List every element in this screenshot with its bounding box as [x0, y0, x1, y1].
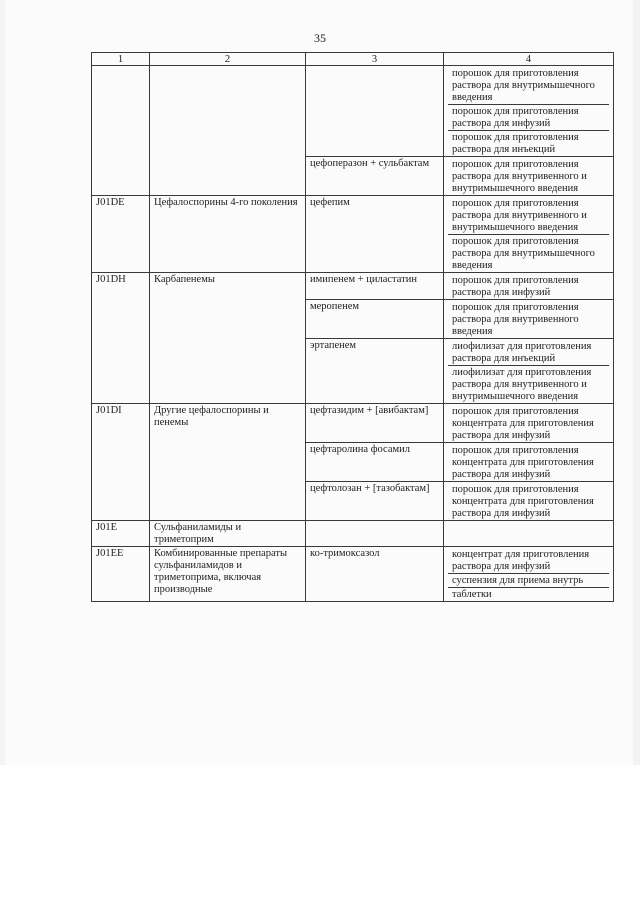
dosage-forms-cell	[444, 196, 614, 273]
dosage-form: лиофилизат для приготовления раствора для внутривенного и внутримышечного введения	[448, 365, 609, 403]
dosage-form: порошок для приготовления раствора для внутривенного и внутримышечного введения	[452, 159, 587, 194]
dosage-forms-cell	[444, 547, 614, 602]
group-name-cell	[150, 66, 306, 196]
dosage-forms-cell	[444, 482, 614, 521]
atc-code-cell	[92, 66, 150, 196]
dosage-form: порошок для приготовления раствора для внутримышечного введения	[448, 234, 609, 272]
dosage-form: порошок для приготовления раствора для внутривенного и внутримышечного введения	[452, 198, 587, 233]
table-row	[92, 547, 614, 602]
drug-name-cell: имипенем + циластатин	[306, 273, 444, 300]
drug-name-cell: цефоперазон + сульбактам	[306, 157, 444, 196]
drug-name-cell: цефепим	[306, 196, 444, 273]
drug-name-cell: цефтаролина фосамил	[306, 443, 444, 482]
dosage-forms-cell	[444, 443, 614, 482]
header-cell: 3	[306, 53, 444, 66]
page-number: 35	[314, 31, 326, 45]
dosage-forms-cell	[444, 273, 614, 300]
dosage-form: суспензия для приема внутрь	[448, 573, 609, 587]
group-name-cell: Комбинированные препараты сульфаниламидов и триметоприма, включая производные	[150, 547, 306, 602]
atc-code-cell: J01E	[92, 521, 150, 547]
dosage-forms-cell	[444, 66, 614, 157]
dosage-form: концентрат для приготовления раствора для инфузий	[452, 549, 590, 572]
atc-code-cell: J01DH	[92, 273, 150, 404]
header-cell: 4	[444, 53, 614, 66]
dosage-form: порошок для приготовления раствора для внутривенного введения	[452, 302, 579, 337]
dosage-form: таблетки	[448, 587, 609, 601]
atc-code-cell: J01EE	[92, 547, 150, 602]
atc-code-cell: J01DE	[92, 196, 150, 273]
dosage-form: порошок для приготовления концентрата для приготовления раствора для инфузий	[452, 445, 594, 480]
drug-name-cell: цефтазидим + [авибактам]	[306, 404, 444, 443]
dosage-forms-cell	[444, 300, 614, 339]
dosage-forms-cell	[444, 157, 614, 196]
table-row	[92, 66, 614, 157]
table-row	[92, 521, 614, 547]
dosage-form: порошок для приготовления концентрата для приготовления раствора для инфузий	[452, 406, 594, 441]
dosage-forms-cell	[444, 521, 614, 547]
dosage-form	[448, 522, 609, 535]
table-row	[92, 404, 614, 443]
dosage-form: порошок для приготовления раствора для инфузий	[448, 104, 609, 130]
table-row	[92, 273, 614, 300]
group-name-cell: Цефалоспорины 4-го поколения	[150, 196, 306, 273]
drug-table	[91, 52, 614, 602]
dosage-forms-cell	[444, 404, 614, 443]
header-cell: 1	[92, 53, 150, 66]
table-header-row	[92, 53, 614, 66]
table-row	[92, 196, 614, 273]
drug-name-cell	[306, 66, 444, 157]
dosage-form: порошок для приготовления концентрата для приготовления раствора для инфузий	[452, 484, 594, 519]
dosage-form: порошок для приготовления раствора для инфузий	[452, 275, 579, 298]
dosage-form: порошок для приготовления раствора для внутримышечного введения	[452, 68, 595, 103]
group-name-cell: Другие цефалоспорины и пенемы	[150, 404, 306, 521]
drug-name-cell: эртапенем	[306, 339, 444, 404]
dosage-form: лиофилизат для приготовления раствора для инъекций	[452, 341, 592, 364]
drug-name-cell	[306, 521, 444, 547]
header-cell: 2	[150, 53, 306, 66]
drug-name-cell: цефтолозан + [тазобактам]	[306, 482, 444, 521]
dosage-forms-cell	[444, 339, 614, 404]
dosage-form: порошок для приготовления раствора для инъекций	[448, 130, 609, 156]
group-name-cell: Сульфаниламиды и триметоприм	[150, 521, 306, 547]
drug-name-cell: ко-тримоксазол	[306, 547, 444, 602]
drug-name-cell: меропенем	[306, 300, 444, 339]
group-name-cell: Карбапенемы	[150, 273, 306, 404]
atc-code-cell: J01DI	[92, 404, 150, 521]
